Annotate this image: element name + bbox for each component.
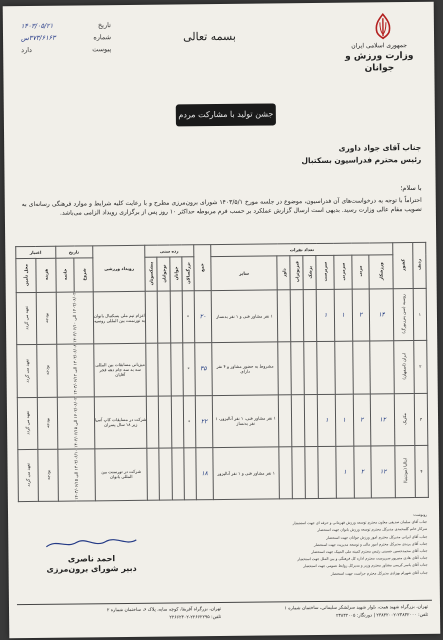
attachment-value: دارد [21,45,32,55]
cc-line: جناب آقای هادی منیرپور سرپرست محترم اداره کل فرهنگی و بین الملل جهت استحضار [297,556,428,562]
cell-players: ۱۲ [371,445,396,497]
cell-other: ۱ نفر مشاور فنی و ۱ نفر آنالیزور [213,447,279,500]
table-row [18,445,429,502]
cell-head-coach [335,341,353,393]
cell-row: ۲ [414,341,428,393]
footer-address-text: تهران، بزرگراه شهید همت، بلوار شهید سرلشکر سلیمانی، ساختمان شماره ۱ [284,604,429,612]
cell-category: * [182,291,195,343]
addressee [301,142,421,167]
cc-line: جناب آقای محمدحسین حسینی رئیس محترم کمیته ملی المپیک جهت استحضار [311,548,428,555]
footer-phone-text: تلفن: ۲۲۶۶۲۲۹۵-۲۲۶۶۲۳۰۲ [169,615,222,621]
cell-players: ۱۲ [370,393,395,445]
cell-country: ایران (اصفهان) [401,353,407,380]
signature-block [36,535,146,575]
footer-address-right [228,604,428,622]
th-head-coach: سرمربی [340,262,346,281]
cc-line: جناب آقای پرندی مدیرکل محترم امور مالی و توسعه مدیریت جهت استحضار [313,541,428,547]
th-physio: فیزیوتراپ [294,261,300,283]
cell-dates: ۱۴۰۳/۰۶/۰۲ الی ۱۴۰۳/۰۶/۱۰ [71,292,78,343]
footer-address-left [21,606,221,624]
th-row: ردیف [416,259,422,271]
cell-manager: ۱ [318,394,336,446]
table-row [17,341,428,398]
cell-coach [352,341,370,393]
cell-coach: ۲ [352,289,370,341]
cc-line: جناب آقای سلمان صدیقی معاون محترم توسعه ورزش قهرمانی و حرفه ای جهت استحضار [292,520,428,526]
footer-phone-text: تلفن: ۲۳۸۳۲۰۰۰-۲۳۸۳۲۰۰۲ | دورنگار: ۲۳۸۳۲۰۰۵ [336,612,429,619]
th-players: ورزشکار [378,262,384,281]
approval-table [15,242,428,500]
th-count: تعداد نفرات [211,243,393,257]
th-country: کشور [400,259,406,271]
cell-manager: ۱ [317,289,335,341]
cell-manager [318,446,336,498]
cell-players: ۱۴ [369,289,394,341]
cell-financing: تعهد می گردد [23,306,30,331]
cell-coach: ۲ [353,393,371,445]
cell-category: * [182,343,195,395]
letter-page [3,2,441,638]
cell-cost: بودجه [45,469,51,480]
cell-financing: تعهد می گردد [24,358,30,383]
addressee-name: جناب آقای جواد داوری [338,142,422,153]
table-row [16,288,427,345]
date-label: تاریخ [97,21,111,30]
slogan-badge: جشن تولید با مشارکت مردم [176,103,276,126]
cell-head-coach: ۱ [336,446,354,498]
greeting: با سلام؛ [400,183,422,193]
cell-row: ۱ [413,288,427,340]
date-value: ۱۴۰۳/۰۵/۲۱ [20,21,54,31]
th-dates: تاریخ [55,246,92,258]
cell-total: ۲۰ [194,291,212,343]
th-total: جمع [199,262,205,272]
footer-address-text: تهران، بزرگراه آفریقا، کوچه سایه، پلاک ۶، ساختمان شماره ۲ [106,607,222,614]
cc-line: جناب آقای یاسر کریمی مشاور محترم وزیر و مدیرکل روابط عمومی جهت استحضار [303,563,428,569]
th-coach: مربی [357,266,363,278]
th-budget: اعتبار [16,246,56,258]
cell-event: اعزام تیم ملی بسکتبال بانوان به تورنمنت بین المللی روسیه [93,291,146,344]
th-veteran: پیشکسوتان [148,261,155,286]
cell-dates: ۱۴۰۳/۰۶/۰۲ الی ۱۴۰۳/۰۶/۱۵ [73,397,79,448]
th-category: رده سنی [145,245,193,258]
th-manager: سرپرست [322,262,328,282]
cell-event: میزبانی مسابقات بین المللی سه به سه جام دهه فجر آقایان [94,344,147,397]
cell-head-coach: ۱ [335,394,353,446]
cell-cost: بودجه [43,312,49,324]
cell-other: ۱ نفر مشاور فنی و ۱ نفر بدنساز [211,290,277,343]
cell-cost: بودجه [44,365,50,376]
cell-category [183,448,196,500]
cell-country: روسیه (سن پترزبورگ) [400,294,407,335]
th-other: سایر [211,256,277,291]
signature-scribble-icon [36,536,146,551]
cc-line: جناب آقای شهرام بهزادی مدیرکل محترم حراست جهت استحضار [330,570,428,576]
cc-line: جناب آقای ایرانی مدیرکل محترم امور ورزش جوانان جهت استحضار [326,534,428,540]
cell-row: ۴ [415,445,429,497]
letter-meta [21,19,111,56]
cell-financing: تعهد می گردد [25,463,31,487]
cell-players [370,341,395,393]
addressee-title: رئیس محترم فدراسیون بسکتبال [301,154,422,166]
th-juniors: نوجوانان [160,264,167,283]
signer-name: احمد ناصری [67,554,116,564]
basmala: بسمه تعالی [182,29,236,44]
th-adult: بزرگسالان [184,262,191,285]
th-youth: جوانان [172,266,179,281]
org-line-1: جمهوری اسلامی ایران [351,42,408,50]
attachment-label: پیوست [92,45,112,54]
body-paragraph: احتراماً با توجه به درخواست‌های آن فدراسیون، موضوع در جلسه مورخ ۱۴۰۳/۵/۱ شورای برون‌مرزی مطرح و با رعایت کلیه شرایط و موارد فرهنگی رسانه‌ای به تصویب مقام عالی وزارت رسید. بدیهی است ارسال گزارش عملکرد بر حسب فرم مربوطه حداکثر ۱۰ روز پس از برگزاری رویداد الزامی می‌باشد. [21,196,422,217]
cell-head-coach: ۱ [334,289,352,341]
cell-event: شرکت در تورنمنت بین المللی بانوان [95,448,148,501]
cell-dates: ۱۴۰۳/۰۶/۰۸ الی ۱۴۰۳/۰۶/۱۲ [72,344,78,396]
th-start: شروع [80,268,87,281]
cell-event: شرکت در مسابقات کاپ آسیا زیر ۱۸ سال پسران [94,396,147,449]
th-event: رویداد ورزشی [93,245,146,292]
cell-country: مکزیک [401,412,408,425]
org-line-2: وزارت ورزش و جوانان [345,50,414,74]
number-label: شماره [93,33,112,42]
cell-coach: ۲ [353,446,371,498]
th-cost: هزینه [43,269,49,281]
th-referee: داور [281,268,287,277]
table-row [17,393,428,450]
number-value: ۳۷۳/۶۱۶۳س [20,33,56,43]
cell-row: ۳ [414,393,428,445]
th-financing: محل تأمین [23,264,29,287]
cc-list [167,512,428,580]
cc-label: رونوشت: [412,512,428,518]
cell-other: مشروط به حضور مشاور و ۴ نفر دارای [212,342,278,395]
cell-other: ۱ نفر مشاور فنی، ۱ نفر آنالیزور، ۱ نفر بدنساز [212,394,278,447]
cell-financing: تعهد می گردد [24,410,31,435]
cell-total: ۳۵ [194,343,212,395]
th-doctor: پزشک [307,265,313,279]
cell-total: ۱۸ [195,447,213,499]
cc-line: سرکار خانم گلمحمدی مدیرکل محترم توسعه ورزش بانوان جهت استحضار [317,527,428,533]
organization-title [334,42,424,75]
cell-country: ایتالیا (مونتینیا) [402,458,408,484]
signer-title: دبیر شورای برون‌مرزی [46,563,137,574]
cell-cost: بودجه [44,417,50,428]
cell-manager [317,342,335,394]
th-end: خاتمه [62,268,68,281]
iran-emblem-icon [372,12,394,40]
cell-category: * [183,395,196,447]
cell-total: ۲۲ [195,395,213,447]
cell-dates: ۱۴۰۳/۰۶/۱۰ الی ۱۴۰۳/۰۶/۱۵ [73,449,80,500]
